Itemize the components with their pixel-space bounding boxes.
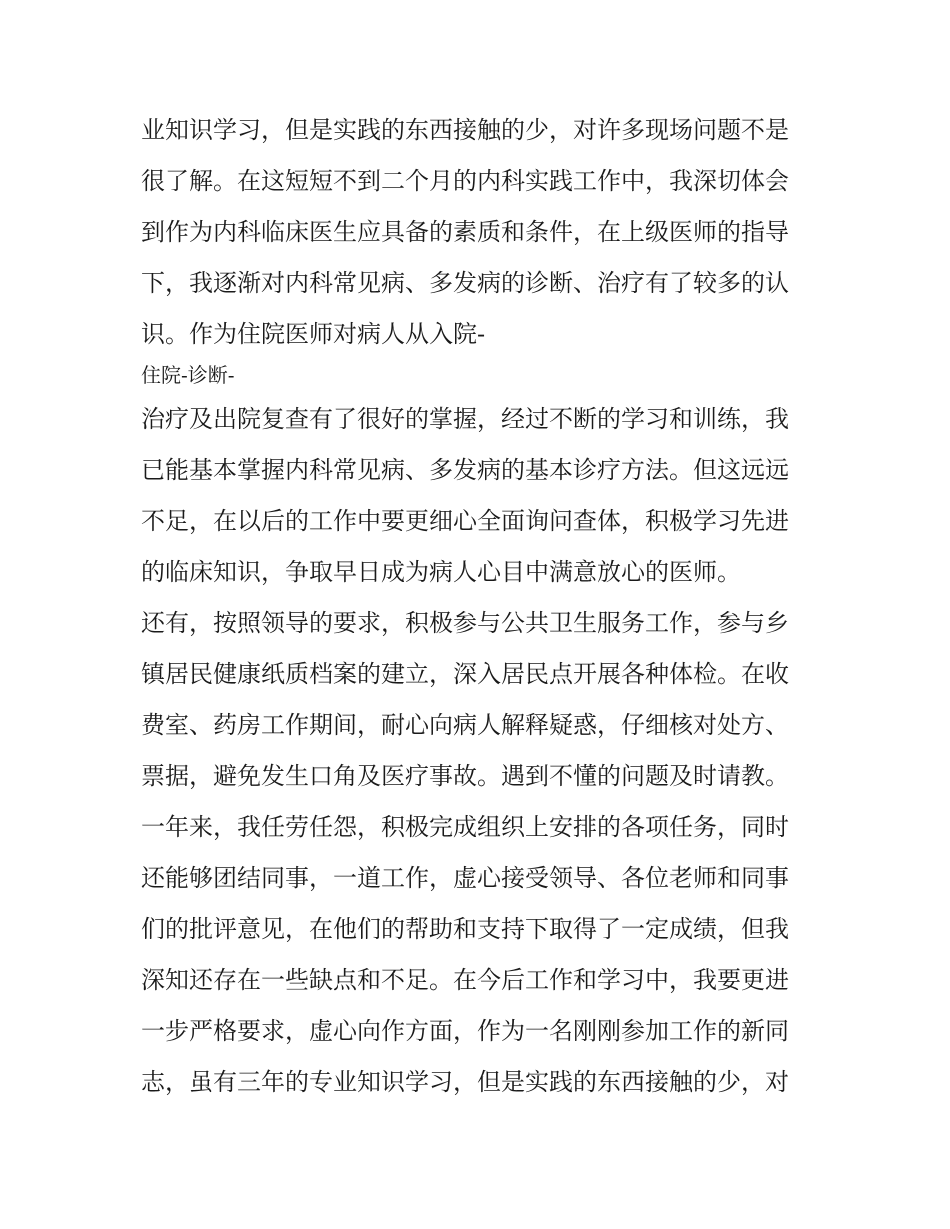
text-line: 还能够团结同事，一道工作，虚心接受领导、各位老师和同事 <box>141 864 789 892</box>
text-line: 不足，在以后的工作中要更细心全面询问查体，积极学习先进 <box>141 507 789 535</box>
text-line: 识。作为住院医师对病人从入院- <box>141 320 486 348</box>
text-line: 治疗及出院复查有了很好的掌握，经过不断的学习和训练，我 <box>141 405 789 433</box>
text-line: 志，虽有三年的专业知识学习，但是实践的东西接触的少，对 <box>141 1068 789 1096</box>
text-line: 的临床知识，争取早日成为病人心目中满意放心的医师。 <box>141 558 741 586</box>
text-line: 一年来，我任劳任怨，积极完成组织上安排的各项任务，同时 <box>141 813 789 841</box>
text-line: 下，我逐渐对内科常见病、多发病的诊断、治疗有了较多的认 <box>141 269 789 297</box>
text-line: 费室、药房工作期间，耐心向病人解释疑惑，仔细核对处方、 <box>141 711 789 739</box>
text-line: 还有，按照领导的要求，积极参与公共卫生服务工作，参与乡 <box>141 609 789 637</box>
text-line: 们的批评意见，在他们的帮助和支持下取得了一定成绩，但我 <box>141 915 789 943</box>
text-line: 深知还存在一些缺点和不足。在今后工作和学习中，我要更进 <box>141 966 789 994</box>
text-line: 很了解。在这短短不到二个月的内科实践工作中，我深切体会 <box>141 167 789 195</box>
text-line: 已能基本掌握内科常见病、多发病的基本诊疗方法。但这远远 <box>141 456 789 484</box>
text-line: 一步严格要求，虚心向作方面，作为一名刚刚参加工作的新同 <box>141 1017 789 1045</box>
text-line: 票据，避免发生口角及医疗事故。遇到不懂的问题及时请教。 <box>141 762 789 790</box>
text-line: 住院-诊断- <box>141 363 235 387</box>
text-line: 业知识学习，但是实践的东西接触的少，对许多现场问题不是 <box>141 116 789 144</box>
text-line: 镇居民健康纸质档案的建立，深入居民点开展各种体检。在收 <box>141 660 789 688</box>
text-line: 到作为内科临床医生应具备的素质和条件，在上级医师的指导 <box>141 218 789 246</box>
body-text <box>141 110 821 1113</box>
